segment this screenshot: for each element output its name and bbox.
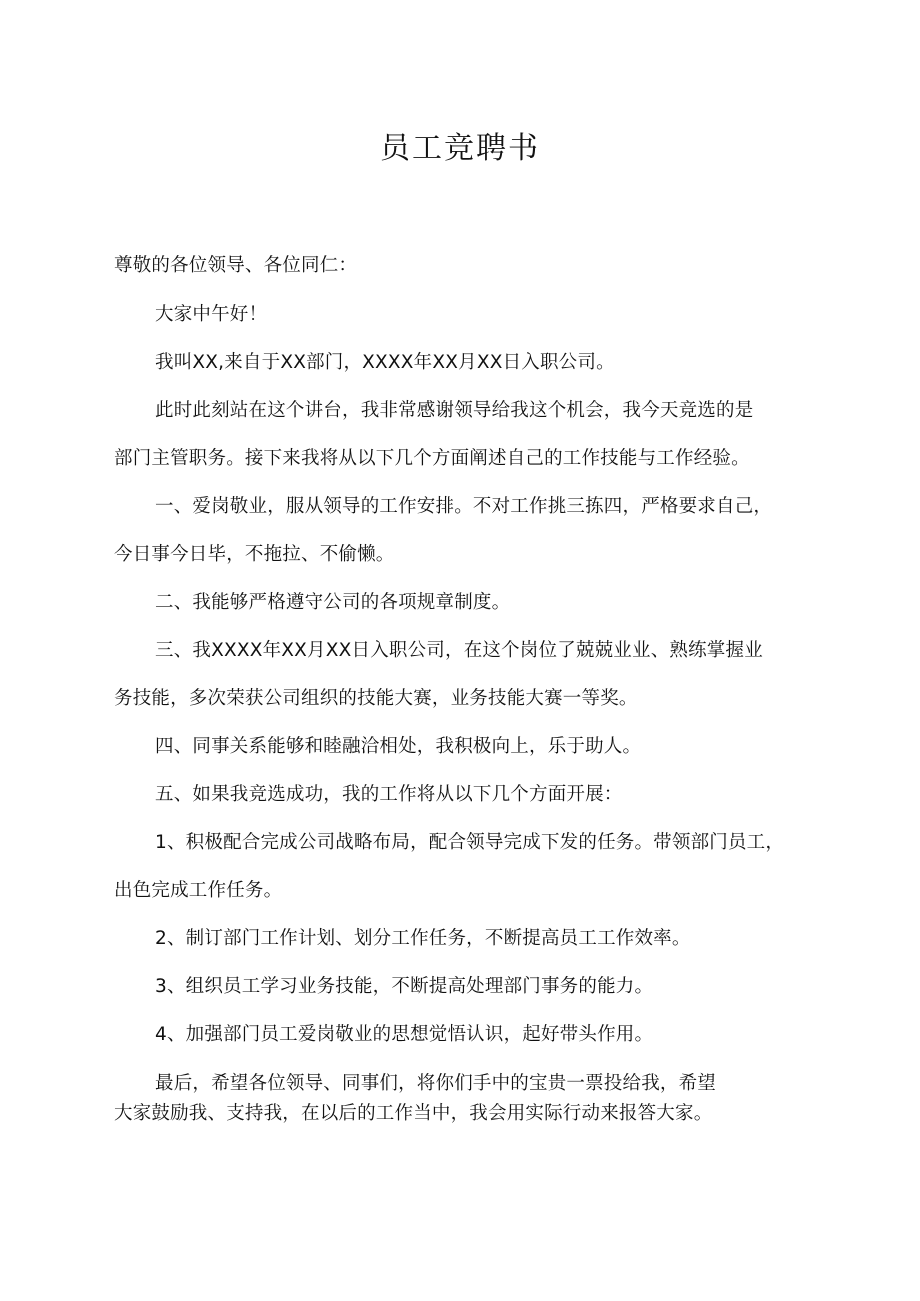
self-introduction: 我叫XX,来自于XX部门，XXXX年XX月XX日入职公司。 (155, 352, 615, 373)
paragraph-line: 四、同事关系能够和睦融洽相处，我积极向上，乐于助人。 (155, 736, 642, 757)
paragraph-line: 五、如果我竞选成功，我的工作将从以下几个方面开展： (155, 784, 623, 805)
paragraph-line: 务技能，多次荣获公司组织的技能大赛，业务技能大赛一等奖。 (114, 688, 638, 709)
paragraph-line: 部门主管职务。接下来我将从以下几个方面阐述自己的工作技能与工作经验。 (114, 448, 750, 469)
closing-line: 最后，希望各位领导、同事们，将你们手中的宝贵一票投给我，希望 (155, 1073, 717, 1094)
greeting: 大家中午好！ (155, 304, 268, 325)
document-title: 员工竞聘书 (380, 131, 540, 166)
closing-line: 大家鼓励我、支持我，在以后的工作当中，我会用实际行动来报答大家。 (114, 1103, 713, 1124)
paragraph-line: 4、加强部门员工爱岗敬业的思想觉悟认识，起好带头作用。 (155, 1024, 654, 1045)
salutation: 尊敬的各位领导、各位同仁： (114, 255, 358, 276)
paragraph-line: 今日事今日毕，不拖拉、不偷懒。 (114, 544, 395, 565)
paragraph-line: 1、积极配合完成公司战略布局，配合领导完成下发的任务。带领部门员工， (155, 832, 785, 853)
paragraph-line: 此时此刻站在这个讲台，我非常感谢领导给我这个机会，我今天竞选的是 (155, 400, 754, 421)
paragraph-line: 三、我XXXX年XX月XX日入职公司，在这个岗位了兢兢业业、熟练掌握业 (155, 640, 763, 661)
paragraph-line: 出色完成工作任务。 (114, 880, 283, 901)
paragraph-line: 2、制订部门工作计划、划分工作任务，不断提高员工工作效率。 (155, 928, 691, 949)
paragraph-line: 3、组织员工学习业务技能，不断提高处理部门事务的能力。 (155, 976, 654, 997)
paragraph-line: 一、爱岗敬业，服从领导的工作安排。不对工作挑三拣四，严格要求自己， (155, 496, 773, 517)
paragraph-line: 二、我能够严格遵守公司的各项规章制度。 (155, 592, 511, 613)
